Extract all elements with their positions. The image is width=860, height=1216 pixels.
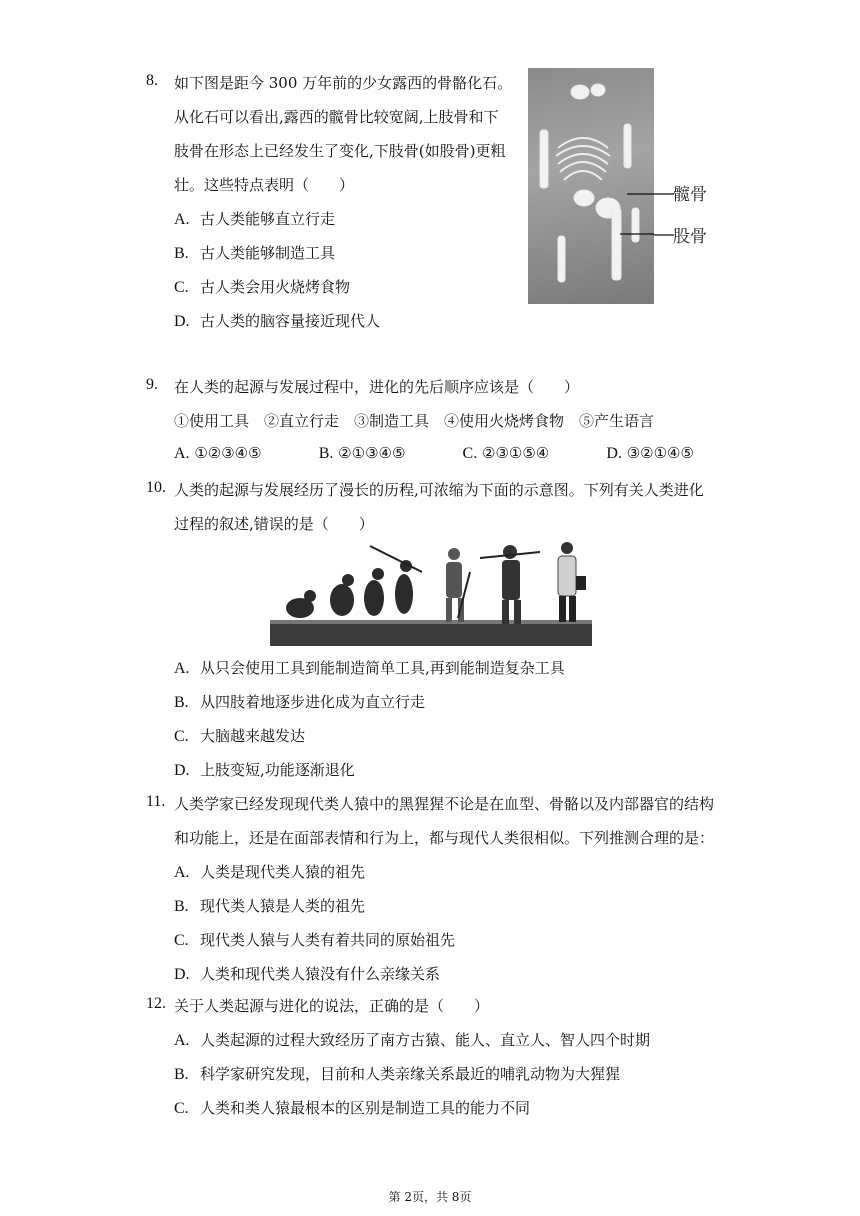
question-text: 人类学家已经发现现代类人猿中的黑猩猩不论是在血型、骨骼以及内部器官的结构: [174, 795, 715, 813]
option-c[interactable]: C. 古人类会用火烧烤食物: [174, 278, 351, 296]
question-text: 人类的起源与发展经历了漫长的历程,可浓缩为下面的示意图。下列有关人类进化: [174, 481, 704, 499]
option-a[interactable]: A. 人类是现代类人猿的祖先: [174, 863, 366, 881]
option-b[interactable]: B. ②①③④⑤: [318, 444, 406, 462]
option-c[interactable]: C. ②③①⑤④: [462, 444, 550, 462]
question-text: 过程的叙述,错误的是（ ）: [174, 515, 374, 533]
options-row: [174, 444, 694, 463]
option-c[interactable]: C. 大脑越来越发达: [174, 727, 306, 745]
option-c[interactable]: C. 现代类人猿与人类有着共同的原始祖先: [174, 931, 456, 949]
question-text: 壮。这些特点表明（ ）: [174, 176, 355, 194]
question-text: 关于人类起源与进化的说法，正确的是（ ）: [174, 997, 490, 1015]
lucy-fossil-image: [528, 68, 654, 304]
skeleton-icon: [528, 68, 654, 304]
question-number: 11.: [146, 793, 166, 810]
leader-line: [654, 234, 674, 236]
question-text: 和功能上，还是在面部表情和行为上，都与现代人类很相似。下列推测合理的是：: [174, 829, 715, 847]
option-b[interactable]: B. 从四肢着地逐步进化成为直立行走: [174, 693, 426, 711]
human-evolution-image: [270, 542, 592, 646]
option-a[interactable]: A. ①②③④⑤: [174, 444, 262, 462]
leader-line: [654, 193, 674, 195]
femur-label: 股骨: [673, 227, 707, 247]
question-number: 12.: [146, 995, 166, 1012]
option-a[interactable]: A. 古人类能够直立行走: [174, 210, 336, 228]
question-text: 从化石可以看出,露西的髋骨比较宽阔,上肢骨和下: [174, 108, 499, 126]
option-b[interactable]: B. 古人类能够制造工具: [174, 244, 336, 262]
question-text: 如下图是距今 300 万年前的少女露西的骨骼化石。: [174, 74, 513, 92]
item-list: ①使用工具 ②直立行走 ③制造工具 ④使用火烧烤食物 ⑤产生语言: [174, 412, 655, 430]
option-c[interactable]: C. 人类和类人猿最根本的区别是制造工具的能力不同: [174, 1099, 531, 1117]
option-d[interactable]: D. 古人类的脑容量接近现代人: [174, 312, 381, 330]
option-d[interactable]: D. 人类和现代类人猿没有什么亲缘关系: [174, 965, 441, 983]
question-number: 9.: [146, 376, 158, 393]
question-number: 10.: [146, 479, 166, 496]
hip-bone-label: 髋骨: [673, 185, 707, 205]
option-b[interactable]: B. 科学家研究发现，目前和人类亲缘关系最近的哺乳动物为大猩猩: [174, 1065, 621, 1083]
question-text: 在人类的起源与发展过程中，进化的先后顺序应该是（ ）: [174, 378, 580, 396]
page-footer: 第 2页，共 8页: [388, 1190, 472, 1204]
question-text: 肢骨在形态上已经发生了变化,下肢骨(如股骨)更粗: [174, 142, 506, 160]
option-a[interactable]: A. 人类起源的过程大致经历了南方古猿、能人、直立人、智人四个时期: [174, 1031, 651, 1049]
question-number: 8.: [146, 72, 158, 89]
option-b[interactable]: B. 现代类人猿是人类的祖先: [174, 897, 366, 915]
option-d[interactable]: D. ③②①④⑤: [606, 444, 694, 462]
option-d[interactable]: D. 上肢变短,功能逐渐退化: [174, 761, 355, 779]
option-a[interactable]: A. 从只会使用工具到能制造简单工具,再到能制造复杂工具: [174, 659, 565, 677]
